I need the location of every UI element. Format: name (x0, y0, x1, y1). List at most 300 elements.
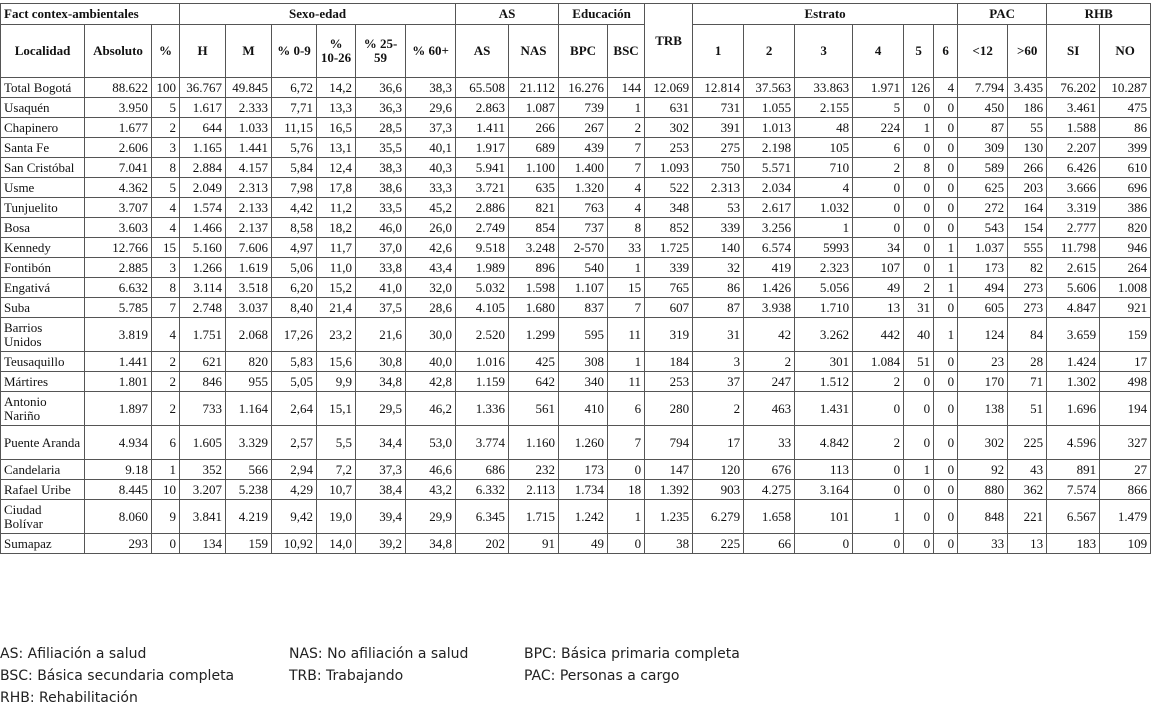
table-row (1, 198, 1151, 218)
table-cell: 31 (904, 298, 934, 318)
table-cell: 4,42 (272, 198, 317, 218)
table-cell: 854 (509, 218, 559, 238)
table-cell: 28 (1008, 352, 1047, 372)
table-cell: 3.841 (180, 500, 226, 534)
table-cell: 23 (958, 352, 1008, 372)
table-cell: 0 (853, 460, 904, 480)
table-cell: 1.392 (645, 480, 693, 500)
table-cell: 2,64 (272, 392, 317, 426)
table-cell: 1.016 (456, 352, 509, 372)
table-cell: 1.971 (853, 78, 904, 98)
table-cell: 14,0 (317, 534, 356, 554)
table-cell: 87 (693, 298, 744, 318)
table-cell: 42,8 (406, 372, 456, 392)
table-cell: 4 (934, 78, 958, 98)
table-cell: 955 (226, 372, 272, 392)
table-cell: 144 (608, 78, 645, 98)
table-cell: 0 (934, 138, 958, 158)
table-cell: 154 (1008, 218, 1047, 238)
table-cell: 42,6 (406, 238, 456, 258)
table-cell: 1.725 (645, 238, 693, 258)
table-cell: 26,0 (406, 218, 456, 238)
table-cell: 37,3 (406, 118, 456, 138)
table-cell: 339 (693, 218, 744, 238)
table-cell: 46,0 (356, 218, 406, 238)
table-cell: 2.113 (509, 480, 559, 500)
table-cell: 43,2 (406, 480, 456, 500)
table-cell: 183 (1047, 534, 1100, 554)
table-cell: 0 (904, 178, 934, 198)
table-cell: 1.989 (456, 258, 509, 278)
table-cell: 6.345 (456, 500, 509, 534)
table-cell: 23,2 (317, 318, 356, 352)
table-cell: 293 (85, 534, 152, 554)
table-cell: 7 (608, 138, 645, 158)
table-cell: 820 (226, 352, 272, 372)
table-cell: 896 (509, 258, 559, 278)
row-label: Barrios Unidos (1, 318, 85, 352)
table-cell: 43,4 (406, 258, 456, 278)
table-cell: 147 (645, 460, 693, 480)
table-cell: 38,6 (356, 178, 406, 198)
column-header: M (226, 25, 272, 78)
table-cell: 33.863 (795, 78, 853, 98)
table-cell: 866 (1100, 480, 1151, 500)
table-cell: 362 (1008, 480, 1047, 500)
table-cell: 18 (608, 480, 645, 500)
table-cell: 621 (180, 352, 226, 372)
table-cell: 8,40 (272, 298, 317, 318)
table-cell: 1.605 (180, 426, 226, 460)
table-cell: 8,58 (272, 218, 317, 238)
table-cell: 253 (645, 138, 693, 158)
table-cell: 130 (1008, 138, 1047, 158)
table-cell: 0 (934, 158, 958, 178)
table-cell: 1.715 (509, 500, 559, 534)
table-cell: 543 (958, 218, 1008, 238)
table-cell: 38,3 (406, 78, 456, 98)
table-row (1, 78, 1151, 98)
table-cell: 1.013 (744, 118, 795, 138)
table-cell: 38,3 (356, 158, 406, 178)
table-cell: 2 (853, 426, 904, 460)
table-cell: 0 (853, 218, 904, 238)
table-cell: 1.037 (958, 238, 1008, 258)
table-cell: 8 (904, 158, 934, 178)
table-cell: 8 (152, 158, 180, 178)
table-cell: 48 (795, 118, 853, 138)
table-cell: 11,0 (317, 258, 356, 278)
table-cell: 29,9 (406, 500, 456, 534)
table-cell: 29,5 (356, 392, 406, 426)
table-cell: 37,3 (356, 460, 406, 480)
column-header: H (180, 25, 226, 78)
table-cell: 1.574 (180, 198, 226, 218)
table-cell: 2.133 (226, 198, 272, 218)
table-cell: 0 (152, 534, 180, 554)
table-cell: 4.157 (226, 158, 272, 178)
column-header: % 0-9 (272, 25, 317, 78)
table-cell: 39,2 (356, 534, 406, 554)
column-header: >60 (1008, 25, 1047, 78)
table-cell: 1.696 (1047, 392, 1100, 426)
table-cell: 6 (608, 392, 645, 426)
table-cell: 10.287 (1100, 78, 1151, 98)
table-cell: 2.155 (795, 98, 853, 118)
table-cell: 184 (645, 352, 693, 372)
table-cell: 0 (904, 258, 934, 278)
table-cell: 186 (1008, 98, 1047, 118)
table-cell: 7 (152, 298, 180, 318)
table-cell: 3 (152, 138, 180, 158)
table-cell: 0 (853, 198, 904, 218)
table-cell: 30,0 (406, 318, 456, 352)
table-cell: 450 (958, 98, 1008, 118)
table-cell: 846 (180, 372, 226, 392)
table-cell: 0 (904, 480, 934, 500)
table-cell: 4 (608, 178, 645, 198)
legend-item: RHB: Rehabilitación (0, 690, 138, 706)
table-cell: 225 (1008, 426, 1047, 460)
table-cell: 1.658 (744, 500, 795, 534)
table-cell: 11,7 (317, 238, 356, 258)
table-cell: 1 (934, 318, 958, 352)
table-cell: 28,5 (356, 118, 406, 138)
table-cell: 0 (904, 218, 934, 238)
table-cell: 5.160 (180, 238, 226, 258)
table-cell: 1 (608, 352, 645, 372)
table-cell: 1.617 (180, 98, 226, 118)
group-header: Sexo-edad (180, 4, 456, 25)
table-cell: 10 (152, 480, 180, 500)
column-header: 3 (795, 25, 853, 78)
table-cell: 1.008 (1100, 278, 1151, 298)
table-cell: 3.461 (1047, 98, 1100, 118)
table-cell: 87 (958, 118, 1008, 138)
table-cell: 0 (934, 352, 958, 372)
table-cell: 92 (958, 460, 1008, 480)
table-cell: 82 (1008, 258, 1047, 278)
row-label: Sumapaz (1, 534, 85, 554)
table-cell: 2.313 (226, 178, 272, 198)
table-cell: 352 (180, 460, 226, 480)
table-cell: 475 (1100, 98, 1151, 118)
table-cell: 2 (853, 158, 904, 178)
table-cell: 1.235 (645, 500, 693, 534)
table-cell: 3.666 (1047, 178, 1100, 198)
table-cell: 1 (853, 500, 904, 534)
table-cell: 11,2 (317, 198, 356, 218)
column-header: 5 (904, 25, 934, 78)
table-cell: 0 (934, 372, 958, 392)
table-cell: 159 (226, 534, 272, 554)
table-cell: 46,2 (406, 392, 456, 426)
table-cell: 9 (152, 500, 180, 534)
table-cell: 4 (152, 218, 180, 238)
table-cell: 0 (934, 480, 958, 500)
table-cell: 5,06 (272, 258, 317, 278)
table-row (1, 218, 1151, 238)
table-cell: 1.479 (1100, 500, 1151, 534)
table-cell: 46,6 (406, 460, 456, 480)
table-cell: 65.508 (456, 78, 509, 98)
table-cell: 13,1 (317, 138, 356, 158)
table-cell: 7,2 (317, 460, 356, 480)
table-cell: 13 (853, 298, 904, 318)
table-cell: 273 (1008, 278, 1047, 298)
table-cell: 4.847 (1047, 298, 1100, 318)
table-cell: 425 (509, 352, 559, 372)
table-row (1, 138, 1151, 158)
table-cell: 1.266 (180, 258, 226, 278)
table-cell: 1.320 (559, 178, 608, 198)
table-cell: 540 (559, 258, 608, 278)
table-cell: 686 (456, 460, 509, 480)
column-header: NAS (509, 25, 559, 78)
table-row (1, 372, 1151, 392)
table-cell: 11 (608, 372, 645, 392)
table-cell: 140 (693, 238, 744, 258)
table-cell: 5.785 (85, 298, 152, 318)
table-cell: 1.299 (509, 318, 559, 352)
row-label: Antonio Nariño (1, 392, 85, 426)
table-cell: 173 (958, 258, 1008, 278)
table-cell: 410 (559, 392, 608, 426)
table-cell: 1.093 (645, 158, 693, 178)
table-cell: 12.766 (85, 238, 152, 258)
table-cell: 1 (608, 98, 645, 118)
table-cell: 6,72 (272, 78, 317, 98)
table-cell: 21.112 (509, 78, 559, 98)
table-cell: 36,3 (356, 98, 406, 118)
table-cell: 3.037 (226, 298, 272, 318)
table-cell: 120 (693, 460, 744, 480)
table-cell: 34 (853, 238, 904, 258)
table-cell: 5.941 (456, 158, 509, 178)
table-cell: 0 (934, 178, 958, 198)
table-cell: 15,2 (317, 278, 356, 298)
table-cell: 76.202 (1047, 78, 1100, 98)
table-cell: 49 (559, 534, 608, 554)
table-cell: 1.512 (795, 372, 853, 392)
table-cell: 43 (1008, 460, 1047, 480)
table-cell: 1.160 (509, 426, 559, 460)
table-cell: 10,7 (317, 480, 356, 500)
table-cell: 1.100 (509, 158, 559, 178)
table-cell: 327 (1100, 426, 1151, 460)
table-cell: 38 (645, 534, 693, 554)
table-cell: 34,8 (356, 372, 406, 392)
table-cell: 3.950 (85, 98, 152, 118)
table-cell: 41,0 (356, 278, 406, 298)
table-cell: 1.466 (180, 218, 226, 238)
table-cell: 0 (904, 372, 934, 392)
table-cell: 1.107 (559, 278, 608, 298)
table-cell: 3.721 (456, 178, 509, 198)
table-cell: 946 (1100, 238, 1151, 258)
table-cell: 731 (693, 98, 744, 118)
table-cell: 51 (904, 352, 934, 372)
table-cell: 3.435 (1008, 78, 1047, 98)
column-header: Localidad (1, 25, 85, 78)
table-cell: 53 (693, 198, 744, 218)
row-label: Santa Fe (1, 138, 85, 158)
table-cell: 8.445 (85, 480, 152, 500)
table-cell: 266 (1008, 158, 1047, 178)
table-cell: 32 (693, 258, 744, 278)
table-cell: 555 (1008, 238, 1047, 258)
table-cell: 0 (934, 392, 958, 426)
table-cell: 494 (958, 278, 1008, 298)
table-cell: 733 (180, 392, 226, 426)
table-cell: 852 (645, 218, 693, 238)
table-cell: 1.032 (795, 198, 853, 218)
table-cell: 247 (744, 372, 795, 392)
table-cell: 391 (693, 118, 744, 138)
table-cell: 595 (559, 318, 608, 352)
table-cell: 16.276 (559, 78, 608, 98)
table-cell: 138 (958, 392, 1008, 426)
table-cell: 0 (904, 426, 934, 460)
table-cell: 37 (693, 372, 744, 392)
table-cell: 53,0 (406, 426, 456, 460)
row-label: Mártires (1, 372, 85, 392)
table-cell: 1.588 (1047, 118, 1100, 138)
table-cell: 642 (509, 372, 559, 392)
table-cell: 1.159 (456, 372, 509, 392)
table-row (1, 238, 1151, 258)
table-cell: 224 (853, 118, 904, 138)
table-cell: 1 (152, 460, 180, 480)
table-cell: 66 (744, 534, 795, 554)
table-cell: 605 (958, 298, 1008, 318)
table-cell: 109 (1100, 534, 1151, 554)
table-cell: 225 (693, 534, 744, 554)
table-cell: 794 (645, 426, 693, 460)
column-header: 4 (853, 25, 904, 78)
table-cell: 1.242 (559, 500, 608, 534)
table-cell: 7 (608, 298, 645, 318)
table-cell: 1.680 (509, 298, 559, 318)
table-cell: 4.275 (744, 480, 795, 500)
table-cell: 267 (559, 118, 608, 138)
table-cell: 2 (693, 392, 744, 426)
table-cell: 739 (559, 98, 608, 118)
group-header: Fact contex-ambientales (1, 4, 180, 25)
column-header: AS (456, 25, 509, 78)
table-cell: 1.336 (456, 392, 509, 426)
table-cell: 644 (180, 118, 226, 138)
table-row (1, 298, 1151, 318)
column-header: BPC (559, 25, 608, 78)
table-cell: 3.256 (744, 218, 795, 238)
table-cell: 0 (904, 534, 934, 554)
table-cell: 29,6 (406, 98, 456, 118)
table-cell: 4.934 (85, 426, 152, 460)
table-cell: 625 (958, 178, 1008, 198)
table-cell: 8 (152, 278, 180, 298)
table-cell: 635 (509, 178, 559, 198)
table-cell: 439 (559, 138, 608, 158)
table-cell: 36,6 (356, 78, 406, 98)
table-cell: 5993 (795, 238, 853, 258)
table-cell: 51 (1008, 392, 1047, 426)
table-cell: 0 (904, 198, 934, 218)
table-cell: 15 (608, 278, 645, 298)
table-cell: 1.426 (744, 278, 795, 298)
table-cell: 5.032 (456, 278, 509, 298)
table-cell: 1.801 (85, 372, 152, 392)
row-label: San Cristóbal (1, 158, 85, 178)
table-cell: 1.055 (744, 98, 795, 118)
table-cell: 13 (1008, 534, 1047, 554)
data-table (0, 3, 1151, 554)
table-cell: 1 (904, 460, 934, 480)
table-cell: 737 (559, 218, 608, 238)
table-cell: 463 (744, 392, 795, 426)
table-cell: 273 (1008, 298, 1047, 318)
table-cell: 0 (853, 480, 904, 500)
table-cell: 5,84 (272, 158, 317, 178)
table-cell: 4.105 (456, 298, 509, 318)
table-cell: 2.068 (226, 318, 272, 352)
table-cell: 1.441 (226, 138, 272, 158)
table-cell: 1.619 (226, 258, 272, 278)
table-row (1, 352, 1151, 372)
table-cell: 5 (853, 98, 904, 118)
table-cell: 2.884 (180, 158, 226, 178)
table-cell: 0 (904, 392, 934, 426)
table-cell: 100 (152, 78, 180, 98)
table-cell: 1.710 (795, 298, 853, 318)
table-cell: 33,8 (356, 258, 406, 278)
table-cell: 0 (934, 460, 958, 480)
table-cell: 40,1 (406, 138, 456, 158)
table-cell: 2.137 (226, 218, 272, 238)
table-cell: 710 (795, 158, 853, 178)
table-cell: 3.248 (509, 238, 559, 258)
table-cell: 589 (958, 158, 1008, 178)
table-row (1, 534, 1151, 554)
table-cell: 6 (853, 138, 904, 158)
table-cell: 0 (853, 178, 904, 198)
table-cell: 266 (509, 118, 559, 138)
table-cell: 2.520 (456, 318, 509, 352)
table-cell: 2.333 (226, 98, 272, 118)
table-cell: 309 (958, 138, 1008, 158)
group-header-row (1, 4, 1151, 25)
table-cell: 7 (608, 158, 645, 178)
table-cell: 5,5 (317, 426, 356, 460)
table-cell: 8.060 (85, 500, 152, 534)
table-cell: 1 (934, 278, 958, 298)
table-cell: 33 (608, 238, 645, 258)
table-cell: 3.329 (226, 426, 272, 460)
table-cell: 9.518 (456, 238, 509, 258)
legend-item: AS: Afiliación a salud (0, 646, 147, 662)
table-cell: 5 (152, 178, 180, 198)
table-cell: 2.615 (1047, 258, 1100, 278)
table-cell: 15 (152, 238, 180, 258)
table-cell: 1.302 (1047, 372, 1100, 392)
table-cell: 221 (1008, 500, 1047, 534)
table-row (1, 98, 1151, 118)
table-cell: 0 (934, 118, 958, 138)
table-cell: 0 (904, 500, 934, 534)
table-cell: 820 (1100, 218, 1151, 238)
table-cell: 134 (180, 534, 226, 554)
table-cell: 339 (645, 258, 693, 278)
